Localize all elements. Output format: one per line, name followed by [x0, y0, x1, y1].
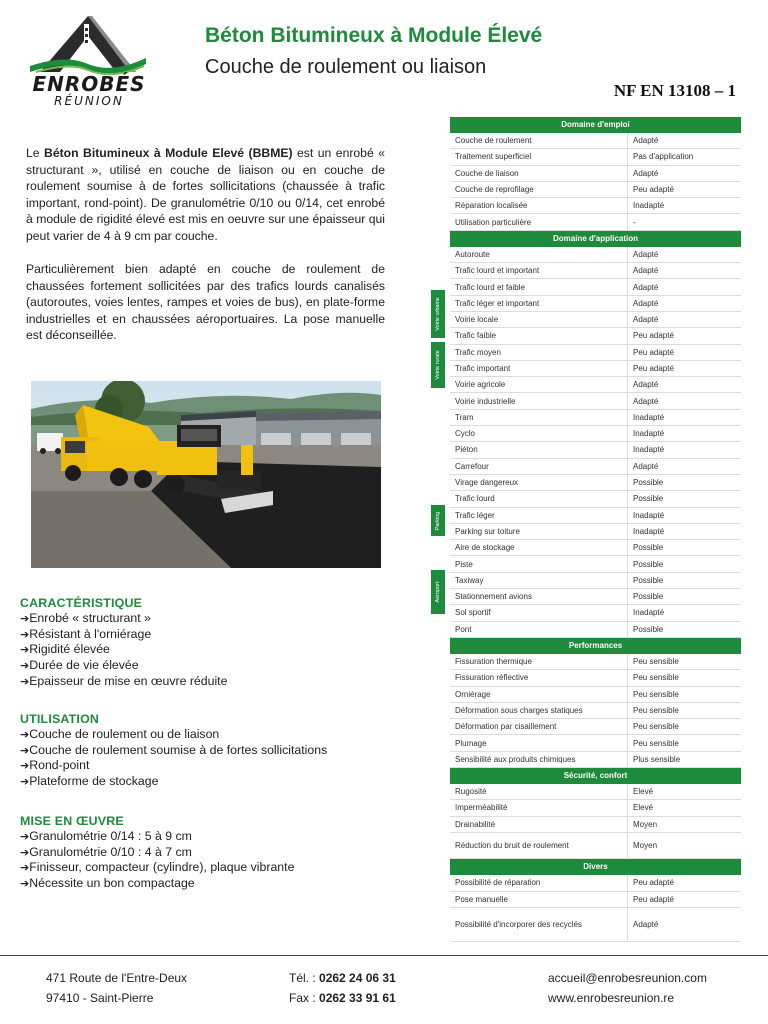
- table-section-header: Performances: [450, 638, 741, 654]
- intro-product-name: Béton Bitumineux à Module Elevé (BBME): [44, 146, 293, 160]
- rating-cell: Adapté: [633, 396, 659, 406]
- list-item: [20, 642, 400, 658]
- criterion-cell: Traitement superficiel: [450, 149, 628, 164]
- criterion-cell: Pont: [450, 622, 628, 637]
- phone-label: Tél. :: [289, 971, 320, 985]
- rating-cell: Adapté: [633, 249, 659, 259]
- rating-cell: Possible: [633, 624, 664, 634]
- rating-cell: Peu sensible: [633, 738, 679, 748]
- arrow-right-icon: ➔: [20, 743, 30, 757]
- criterion-cell: Possibilité d'incorporer des recyclés: [450, 908, 628, 941]
- list-item-text: Couche de roulement soumise à de fortes sollicitations: [29, 742, 328, 757]
- arrow-right-icon: ➔: [20, 627, 30, 641]
- criterion-cell: Virage dangereux: [450, 475, 628, 490]
- criterion-cell: Fissuration réflective: [450, 670, 628, 685]
- paving-site-photo: [31, 381, 381, 568]
- table-row: [450, 556, 741, 572]
- rating-cell: Peu adapté: [633, 364, 674, 373]
- table-row: [450, 703, 741, 719]
- table-row: [450, 622, 741, 638]
- side-label-text: Voirie rurale: [435, 350, 441, 380]
- rating-cell: Peu adapté: [633, 347, 674, 357]
- arrow-right-icon: ➔: [20, 643, 30, 657]
- list-item: [20, 743, 400, 759]
- email-link[interactable]: accueil@enrobesreunion.com: [548, 971, 707, 985]
- table-row: [450, 312, 741, 328]
- rating-cell: Inadapté: [633, 201, 665, 211]
- rating-cell: Possible: [633, 478, 664, 488]
- phone-number: 0262 24 06 31: [319, 971, 396, 985]
- table-row: [450, 345, 741, 361]
- criterion-cell: Piste: [450, 556, 628, 571]
- criterion-cell: Imperméabilité: [450, 800, 628, 815]
- criterion-cell: Rugosité: [450, 784, 628, 799]
- table-row: [450, 719, 741, 735]
- list-item-text: Durée de vie élevée: [29, 658, 139, 673]
- rating-cell: Elevé: [633, 787, 654, 797]
- table-row: [450, 908, 741, 942]
- arrow-right-icon: ➔: [20, 659, 30, 673]
- list-item-text: Résistant à l'orniérage: [29, 626, 152, 641]
- rating-cell: Peu adapté: [633, 878, 674, 888]
- rating-cell: Inadapté: [633, 412, 665, 422]
- list-item-text: Plateforme de stockage: [29, 774, 159, 789]
- table-row: [450, 491, 741, 507]
- criterion-cell: Trafic lourd et important: [450, 263, 628, 278]
- table-row: [450, 393, 741, 409]
- table-row: [450, 833, 741, 859]
- rating-cell: Peu sensible: [633, 673, 679, 683]
- table-section-header: Sécurité, confort: [450, 768, 741, 784]
- table-row: [450, 784, 741, 800]
- table-row: [450, 817, 741, 833]
- rating-cell: Adapté: [633, 920, 659, 930]
- table-row: [450, 296, 741, 312]
- page-subtitle: Couche de roulement ou liaison: [205, 56, 487, 78]
- table-row: [450, 735, 741, 751]
- arrow-right-icon: ➔: [20, 775, 30, 789]
- side-label-airport: [431, 570, 445, 614]
- side-label-parking: [431, 505, 445, 536]
- table-row: [450, 605, 741, 621]
- list-item-text: Couche de roulement ou de liaison: [29, 726, 220, 741]
- side-label-rural-roads: [431, 342, 445, 388]
- list-item-text: Finisseur, compacteur (cylindre), plaque vibrante: [29, 860, 295, 875]
- table-row: [450, 166, 741, 182]
- criterion-cell: Trafic léger et important: [450, 296, 628, 311]
- criterion-cell: Carrefour: [450, 459, 628, 474]
- criterion-cell: Trafic lourd: [450, 491, 628, 506]
- list-item: [20, 758, 400, 774]
- rating-cell: Inadapté: [633, 526, 665, 536]
- rating-cell: Moyen: [633, 840, 658, 850]
- intro-description: est un enrobé « structurant », utilisé en couche de liaison ou en couche de roulement soumise à de fortes sollicitations (chaussée à trafic important, rond-point). De granulométrie 0/10 ou 0/14, cet enrobé à module de rigidité élevé est mis en oeuvre sur une épaisseur qui peut varier de 4 à 9 cm par couche.: [26, 146, 385, 243]
- rating-cell: Inadapté: [633, 608, 665, 618]
- fax-line: [289, 988, 396, 1008]
- norm-reference: NF EN 13108 – 1: [613, 81, 736, 100]
- table-section-header: Divers: [450, 859, 741, 875]
- criterion-cell: Voirie industrielle: [450, 393, 628, 408]
- list-item: [20, 727, 400, 743]
- logo-mountain-icon: [26, 14, 150, 78]
- list-item: [20, 876, 400, 892]
- criterion-cell: Réduction du bruit de roulement: [450, 833, 628, 858]
- list-item: [20, 674, 400, 690]
- criterion-cell: Drainabilité: [450, 817, 628, 832]
- arrow-right-icon: ➔: [20, 727, 30, 741]
- footer-phone: [289, 968, 396, 1008]
- criterion-cell: Orniérage: [450, 687, 628, 702]
- list-item-text: Enrobé « structurant »: [29, 610, 151, 625]
- criterion-cell: Autoroute: [450, 247, 628, 262]
- table-row: [450, 247, 741, 263]
- table-row: [450, 752, 741, 768]
- rating-cell: -: [633, 217, 636, 227]
- table-row: [450, 198, 741, 214]
- list-item: [20, 658, 400, 674]
- fax-label: Fax :: [289, 991, 320, 1005]
- side-label-text: Aéroport: [435, 581, 441, 603]
- arrow-right-icon: ➔: [20, 845, 30, 859]
- rating-cell: Adapté: [633, 136, 659, 146]
- table-row: [450, 540, 741, 556]
- table-row: [450, 410, 741, 426]
- criterion-cell: Trafic moyen: [450, 345, 628, 360]
- table-row: [450, 475, 741, 491]
- rating-cell: Peu sensible: [633, 722, 679, 732]
- rating-cell: Inadapté: [633, 445, 665, 455]
- table-row: [450, 214, 741, 230]
- address-line-1: 471 Route de l'Entre-Deux: [46, 971, 188, 985]
- table-row: [450, 800, 741, 816]
- table-row: [450, 279, 741, 295]
- rating-cell: Inadapté: [633, 429, 665, 439]
- criterion-cell: Parking sur toiture: [450, 524, 628, 539]
- table-row: [450, 670, 741, 686]
- footer-address: [46, 968, 187, 1008]
- table-section-header: Domaine d'emploi: [450, 117, 741, 133]
- list-item: [20, 860, 400, 876]
- table-row: [450, 133, 741, 149]
- arrow-right-icon: ➔: [20, 829, 30, 843]
- list-item-text: Rond-point: [29, 758, 90, 773]
- logo-subtitle: RÉUNION: [54, 94, 124, 108]
- table-row: [450, 361, 741, 377]
- rating-cell: Pas d'application: [633, 152, 694, 162]
- criterion-cell: Sol sportif: [450, 605, 628, 620]
- criterion-cell: Piéton: [450, 442, 628, 457]
- list-item: [20, 829, 400, 845]
- fax-number: 0262 33 91 61: [319, 991, 396, 1005]
- rating-cell: Adapté: [633, 315, 659, 325]
- rating-cell: Adapté: [633, 298, 659, 308]
- section-characteristics: [20, 596, 400, 690]
- list-item-text: Nécessite un bon compactage: [29, 876, 195, 891]
- table-row: [450, 263, 741, 279]
- arrow-right-icon: ➔: [20, 674, 30, 688]
- company-logo: [26, 14, 150, 110]
- table-row: [450, 875, 741, 892]
- rating-cell: Elevé: [633, 803, 654, 813]
- section-usage: [20, 712, 400, 790]
- table-row: [450, 524, 741, 540]
- table-row: [450, 426, 741, 442]
- criterion-cell: Couche de liaison: [450, 166, 628, 181]
- footer-divider: [0, 955, 768, 956]
- section-title: CARACTÉRISTIQUE: [20, 596, 143, 610]
- criterion-cell: Déformation sous charges statiques: [450, 703, 628, 718]
- list-item: [20, 845, 400, 861]
- intro-paragraph-1: [26, 145, 385, 245]
- list-item-text: Granulométrie 0/10 : 4 à 7 cm: [29, 844, 192, 859]
- list-item: [20, 627, 400, 643]
- rating-cell: Peu adapté: [633, 185, 674, 195]
- intro-prefix: Le: [26, 146, 45, 160]
- logo-name: ENROBÉS: [32, 72, 146, 96]
- criterion-cell: Trafic faible: [450, 328, 628, 343]
- arrow-right-icon: ➔: [20, 611, 30, 625]
- criterion-cell: Déformation par cisaillement: [450, 719, 628, 734]
- criterion-cell: Fissuration thermique: [450, 654, 628, 669]
- criterion-cell: Plumage: [450, 735, 628, 750]
- rating-cell: Inadapté: [633, 510, 665, 520]
- rating-cell: Possible: [633, 592, 664, 602]
- table-row: [450, 149, 741, 165]
- list-item: [20, 611, 400, 627]
- criterion-cell: Taxiway: [450, 573, 628, 588]
- side-label-text: Voirie urbaine: [435, 297, 441, 331]
- list-item-text: Epaisseur de mise en œuvre réduite: [29, 673, 228, 688]
- section-title: UTILISATION: [20, 712, 100, 726]
- table-row: [450, 328, 741, 344]
- address-line-2: 97410 - Saint-Pierre: [46, 991, 154, 1005]
- arrow-right-icon: ➔: [20, 861, 30, 875]
- phone-line: [289, 968, 396, 988]
- side-label-text: Parking: [435, 511, 441, 530]
- criterion-cell: Trafic léger: [450, 508, 628, 523]
- intro-text: [26, 145, 385, 361]
- criterion-cell: Couche de reprofilage: [450, 182, 628, 197]
- criterion-cell: Cyclo: [450, 426, 628, 441]
- rating-cell: Possible: [633, 543, 664, 553]
- arrow-right-icon: ➔: [20, 877, 30, 891]
- criterion-cell: Réparation localisée: [450, 198, 628, 213]
- table-row: [450, 377, 741, 393]
- rating-cell: Peu sensible: [633, 705, 679, 715]
- website-link[interactable]: www.enrobesreunion.re: [548, 991, 675, 1005]
- specification-table: [450, 117, 741, 942]
- table-row: [450, 459, 741, 475]
- criterion-cell: Utilisation particulière: [450, 214, 628, 229]
- table-row: [450, 508, 741, 524]
- table-row: [450, 573, 741, 589]
- criterion-cell: Tram: [450, 410, 628, 425]
- rating-cell: Adapté: [633, 380, 659, 390]
- intro-paragraph-2: Particulièrement bien adapté en couche de roulement de chaussées fortement sollicitées par des trafics lourds canalisés (autoroutes, voies lentes, rampes et voies de bus), en plate-forme industrielles et en chaussées aéroportuaires. La pose manuelle est déconseillée.: [26, 262, 385, 343]
- rating-cell: Peu sensible: [633, 657, 679, 667]
- rating-cell: Adapté: [633, 168, 659, 178]
- rating-cell: Possible: [633, 494, 664, 504]
- criterion-cell: Voirie locale: [450, 312, 628, 327]
- paver-truck-image: [31, 381, 381, 568]
- criterion-cell: Trafic lourd et faible: [450, 279, 628, 294]
- list-item-text: Rigidité élevée: [29, 642, 110, 657]
- rating-cell: Adapté: [633, 282, 659, 292]
- table-row: [450, 442, 741, 458]
- criterion-cell: Aire de stockage: [450, 540, 628, 555]
- criterion-cell: Voirie agricole: [450, 377, 628, 392]
- criterion-cell: Trafic important: [450, 361, 628, 376]
- table-row: [450, 182, 741, 198]
- section-title: MISE EN ŒUVRE: [20, 814, 124, 828]
- criterion-cell: Sensibilité aux produits chimiques: [450, 752, 628, 767]
- rating-cell: Peu adapté: [633, 331, 674, 341]
- table-row: [450, 892, 741, 908]
- table-section-header: Domaine d'application: [450, 231, 741, 247]
- rating-cell: Adapté: [633, 266, 659, 276]
- criterion-cell: Pose manuelle: [450, 892, 628, 907]
- rating-cell: Plus sensible: [633, 754, 681, 764]
- criterion-cell: Possibilité de réparation: [450, 875, 628, 891]
- criterion-cell: Couche de roulement: [450, 133, 628, 148]
- rating-cell: Peu adapté: [633, 895, 674, 905]
- criterion-cell: Stationnement avions: [450, 589, 628, 604]
- side-label-urban-roads: [431, 290, 445, 338]
- page-title: Béton Bitumineux à Module Élevé: [205, 24, 543, 47]
- rating-cell: Possible: [633, 575, 664, 585]
- table-row: [450, 687, 741, 703]
- list-item-text: Granulométrie 0/14 : 5 à 9 cm: [29, 828, 192, 843]
- rating-cell: Possible: [633, 559, 664, 569]
- rating-cell: Peu sensible: [633, 689, 679, 699]
- table-row: [450, 589, 741, 605]
- section-implementation: [20, 814, 400, 892]
- arrow-right-icon: ➔: [20, 759, 30, 773]
- rating-cell: Moyen: [633, 819, 658, 829]
- list-item: [20, 774, 400, 790]
- footer-contact: [548, 968, 707, 1008]
- rating-cell: Adapté: [633, 461, 659, 471]
- table-row: [450, 654, 741, 670]
